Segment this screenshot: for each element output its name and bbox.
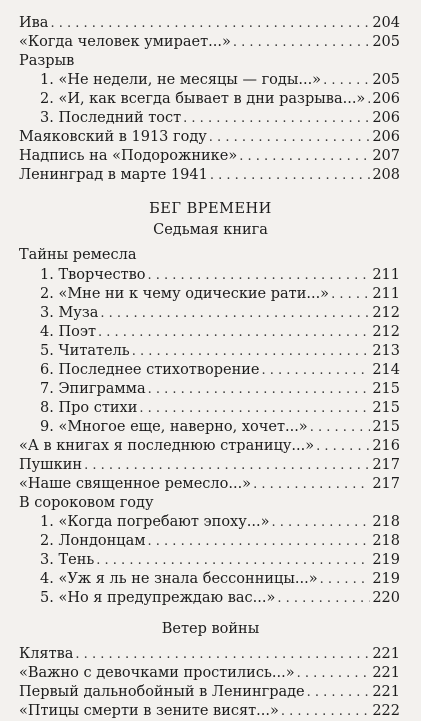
entry-title: 5. Читатель: [40, 343, 130, 359]
entry-title: «Птицы смерти в зените висят...»: [19, 703, 279, 719]
dot-leader: [320, 571, 371, 589]
page-number: 212: [372, 305, 400, 321]
toc-entry: [40, 361, 400, 379]
dot-leader: [50, 15, 370, 33]
entry-title: 5. «Но я предупреждаю вас...»: [40, 590, 276, 606]
entry-title: 8. Про стихи: [40, 400, 138, 416]
entry-title: 7. Эпиграмма: [40, 381, 146, 397]
toc-entry: [19, 456, 400, 474]
dot-leader: [307, 684, 371, 702]
entry-title: 1. «Не недели, не месяцы — годы...»: [40, 72, 322, 88]
entry-title: 3. Последний тост: [40, 110, 182, 126]
page-number: 207: [372, 148, 400, 164]
page-number: 213: [372, 343, 400, 359]
toc-entry: [19, 128, 400, 146]
dot-leader: [148, 381, 371, 399]
page-number: 204: [372, 15, 400, 31]
book-title: БЕГ ВРЕМЕНИ: [149, 201, 272, 217]
page-number: 219: [372, 571, 400, 587]
dot-leader: [262, 362, 371, 380]
dot-leader: [96, 552, 370, 570]
dot-leader: [310, 419, 371, 437]
entry-title: 9. «Многое еще, наверно, хочет...»: [40, 419, 308, 435]
section-heading: В сороковом году: [19, 495, 154, 511]
dot-leader: [281, 703, 370, 721]
toc-entry: [19, 437, 400, 455]
dot-leader: [183, 110, 370, 128]
toc-entry: [40, 109, 400, 127]
toc-entry: [19, 147, 400, 165]
entry-title: «Наше священное ремесло...»: [19, 476, 252, 492]
dot-leader: [331, 286, 370, 304]
entry-title: Ива: [19, 15, 49, 31]
toc-entry: [40, 304, 400, 322]
toc-entry: [40, 513, 400, 531]
toc-entry: [19, 702, 400, 720]
page-number: 205: [372, 72, 400, 88]
dot-leader: [75, 646, 370, 664]
toc-entry: [40, 532, 400, 550]
cycle-title: Ветер войны: [161, 621, 260, 637]
toc-entry: [40, 285, 400, 303]
page-number: 221: [372, 646, 400, 662]
dot-leader: [100, 305, 370, 323]
dot-leader: [98, 324, 370, 342]
dot-leader: [253, 476, 370, 494]
page-number: 214: [372, 362, 400, 378]
entry-title: Ленинград в марте 1941: [19, 167, 208, 183]
dot-leader: [84, 457, 370, 475]
toc-entry: [40, 551, 400, 569]
dot-leader: [323, 72, 370, 90]
entry-title: «Когда человек умирает...»: [19, 34, 231, 50]
toc-entry: [19, 475, 400, 493]
page-number: 212: [372, 324, 400, 340]
page-number: 219: [372, 552, 400, 568]
section-heading: Тайны ремесла: [19, 247, 137, 263]
page-number: 218: [372, 514, 400, 530]
page-number: 216: [372, 438, 400, 454]
dot-leader: [148, 267, 371, 285]
entry-title: Пушкин: [19, 457, 83, 473]
entry-title: 2. «Мне ни к чему одические рати...»: [40, 286, 330, 302]
entry-title: 2. «И, как всегда бывает в дни разрыва...»: [40, 91, 366, 107]
dot-leader: [132, 343, 371, 361]
dot-leader: [209, 129, 371, 147]
toc-entry: [19, 664, 400, 682]
toc-entry: [40, 570, 400, 588]
entry-title: 1. «Когда погребают эпоху...»: [40, 514, 270, 530]
page-number: 217: [372, 457, 400, 473]
entry-title: 4. Поэт: [40, 324, 96, 340]
page-number: 211: [372, 267, 400, 283]
page-number: 215: [372, 381, 400, 397]
entry-title: «Важно с девочками простились...»: [19, 665, 295, 681]
page-number: 221: [372, 684, 400, 700]
entry-title: 3. Тень: [40, 552, 95, 568]
entry-title: Надпись на «Подорожнике»: [19, 148, 238, 164]
entry-title: 3. Муза: [40, 305, 99, 321]
toc-entry: [40, 342, 400, 360]
dot-leader: [277, 590, 370, 608]
dot-leader: [210, 167, 370, 185]
entry-title: 1. Творчество: [40, 267, 146, 283]
toc-entry: [19, 166, 400, 184]
toc-entry: [40, 380, 400, 398]
dot-leader: [139, 400, 370, 418]
page-number: 215: [372, 419, 400, 435]
toc-entry: [40, 323, 400, 341]
page-number: 211: [372, 286, 400, 302]
page-number: 215: [372, 400, 400, 416]
toc-entry: [40, 589, 400, 607]
page-number: 220: [372, 590, 400, 606]
book-subtitle: Седьмая книга: [153, 222, 268, 238]
page-number: 208: [372, 167, 400, 183]
toc-entry: [19, 14, 400, 32]
toc-entry: [40, 399, 400, 417]
page-number: 206: [372, 91, 400, 107]
page-number: 206: [372, 110, 400, 126]
dot-leader: [233, 34, 370, 52]
entry-title: Клятва: [19, 646, 74, 662]
toc-entry: [40, 266, 400, 284]
entry-title: Первый дальнобойный в Ленинграде: [19, 684, 305, 700]
page-number: 218: [372, 533, 400, 549]
section-heading: Разрыв: [19, 53, 75, 69]
entry-title: Маяковский в 1913 году: [19, 129, 207, 145]
dot-leader: [239, 148, 370, 166]
dot-leader: [297, 665, 371, 683]
page-number: 221: [372, 665, 400, 681]
dot-leader: [316, 438, 370, 456]
toc-entry: [19, 33, 400, 51]
toc-entry: [19, 683, 400, 701]
entry-title: «А в книгах я последнюю страницу...»: [19, 438, 315, 454]
page-number: 217: [372, 476, 400, 492]
page-number: 206: [372, 129, 400, 145]
toc-entry: [40, 418, 400, 436]
toc-entry: [40, 90, 400, 108]
entry-title: 6. Последнее стихотворение: [40, 362, 260, 378]
page-number: 222: [372, 703, 400, 719]
toc-entry: [40, 71, 400, 89]
dot-leader: [148, 533, 371, 551]
dot-leader: [271, 514, 370, 532]
page-number: 205: [372, 34, 400, 50]
entry-title: 2. Лондонцам: [40, 533, 146, 549]
dot-leader: [367, 91, 370, 109]
entry-title: 4. «Уж я ль не знала бессонницы...»: [40, 571, 318, 587]
toc-entry: [19, 645, 400, 663]
